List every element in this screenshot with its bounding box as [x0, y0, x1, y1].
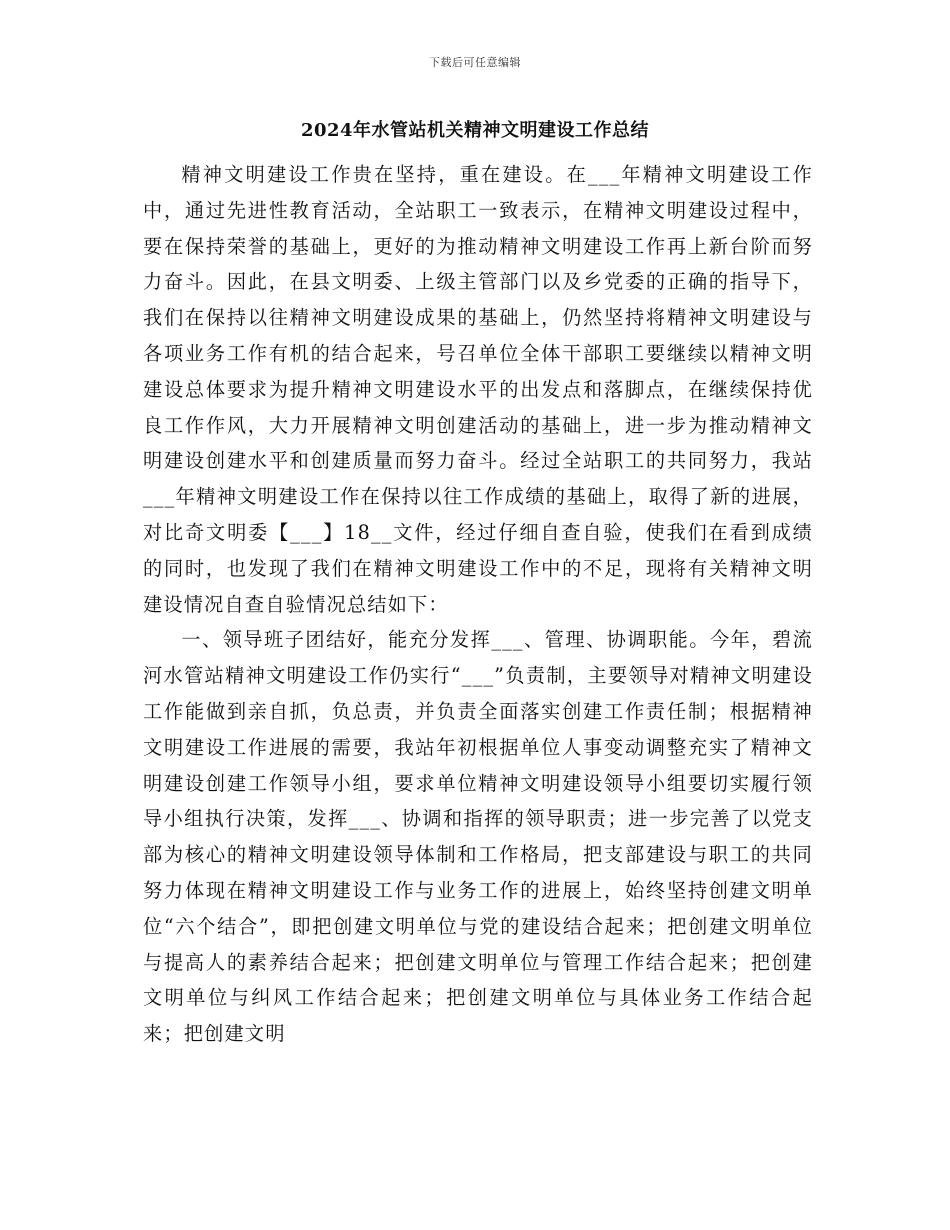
document-body [143, 157, 813, 1052]
paragraph-section-one: 一、领导班子团结好，能充分发挥___、管理、协调职能。今年，碧流河水管站精神文明建设工作仍实行“___”负责制，主要领导对精神文明建设工作能做到亲自抓，负总责，并负责全面落实创建工作责任制；根据精神文明建设工作进展的需要，我站年初根据单位人事变动调整充实了精神文明建设创建工作领导小组，要求单位精神文明建设领导小组要切实履行领导小组执行决策，发挥___、协调和指挥的领导职责；进一步完善了以党支部为核心的精神文明建设领导体制和工作格局，把支部建设与职工的共同努力体现在精神文明建设工作与业务工作的进展上，始终坚持创建文明单位“六个结合”，即把创建文明单位与党的建设结合起来；把创建文明单位与提高人的素养结合起来；把创建文明单位与管理工作结合起来；把创建文明单位与纠风工作结合起来；把创建文明单位与具体业务工作结合起来；把创建文明 [143, 628, 813, 1046]
header-note: 下载后可任意编辑 [429, 56, 521, 69]
document-title: 2024年水管站机关精神文明建设工作总结 [300, 120, 650, 141]
paragraph-intro: 精神文明建设工作贵在坚持，重在建设。在___年精神文明建设工作中，通过先进性教育活动，全站职工一致表示，在精神文明建设过程中，要在保持荣誉的基础上，更好的为推动精神文明建设工作再上新台阶而努力奋斗。因此，在县文明委、上级主管部门以及乡党委的正确的指导下，我们在保持以往精神文明建设成果的基础上，仍然坚持将精神文明建设与各项业务工作有机的结合起来，号召单位全体干部职工要继续以精神文明建设总体要求为提升精神文明建设水平的出发点和落脚点，在继续保持优良工作作风，大力开展精神文明创建活动的基础上，进一步为推动精神文明建设创建水平和创建质量而努力奋斗。经过全站职工的共同努力，我站___年精神文明建设工作在保持以往工作成绩的基础上，取得了新的进展，对比奇文明委【___】18__文件，经过仔细自查自验，使我们在看到成绩的同时，也发现了我们在精神文明建设工作中的不足，现将有关精神文明建设情况自查自验情况总结如下： [143, 163, 813, 616]
